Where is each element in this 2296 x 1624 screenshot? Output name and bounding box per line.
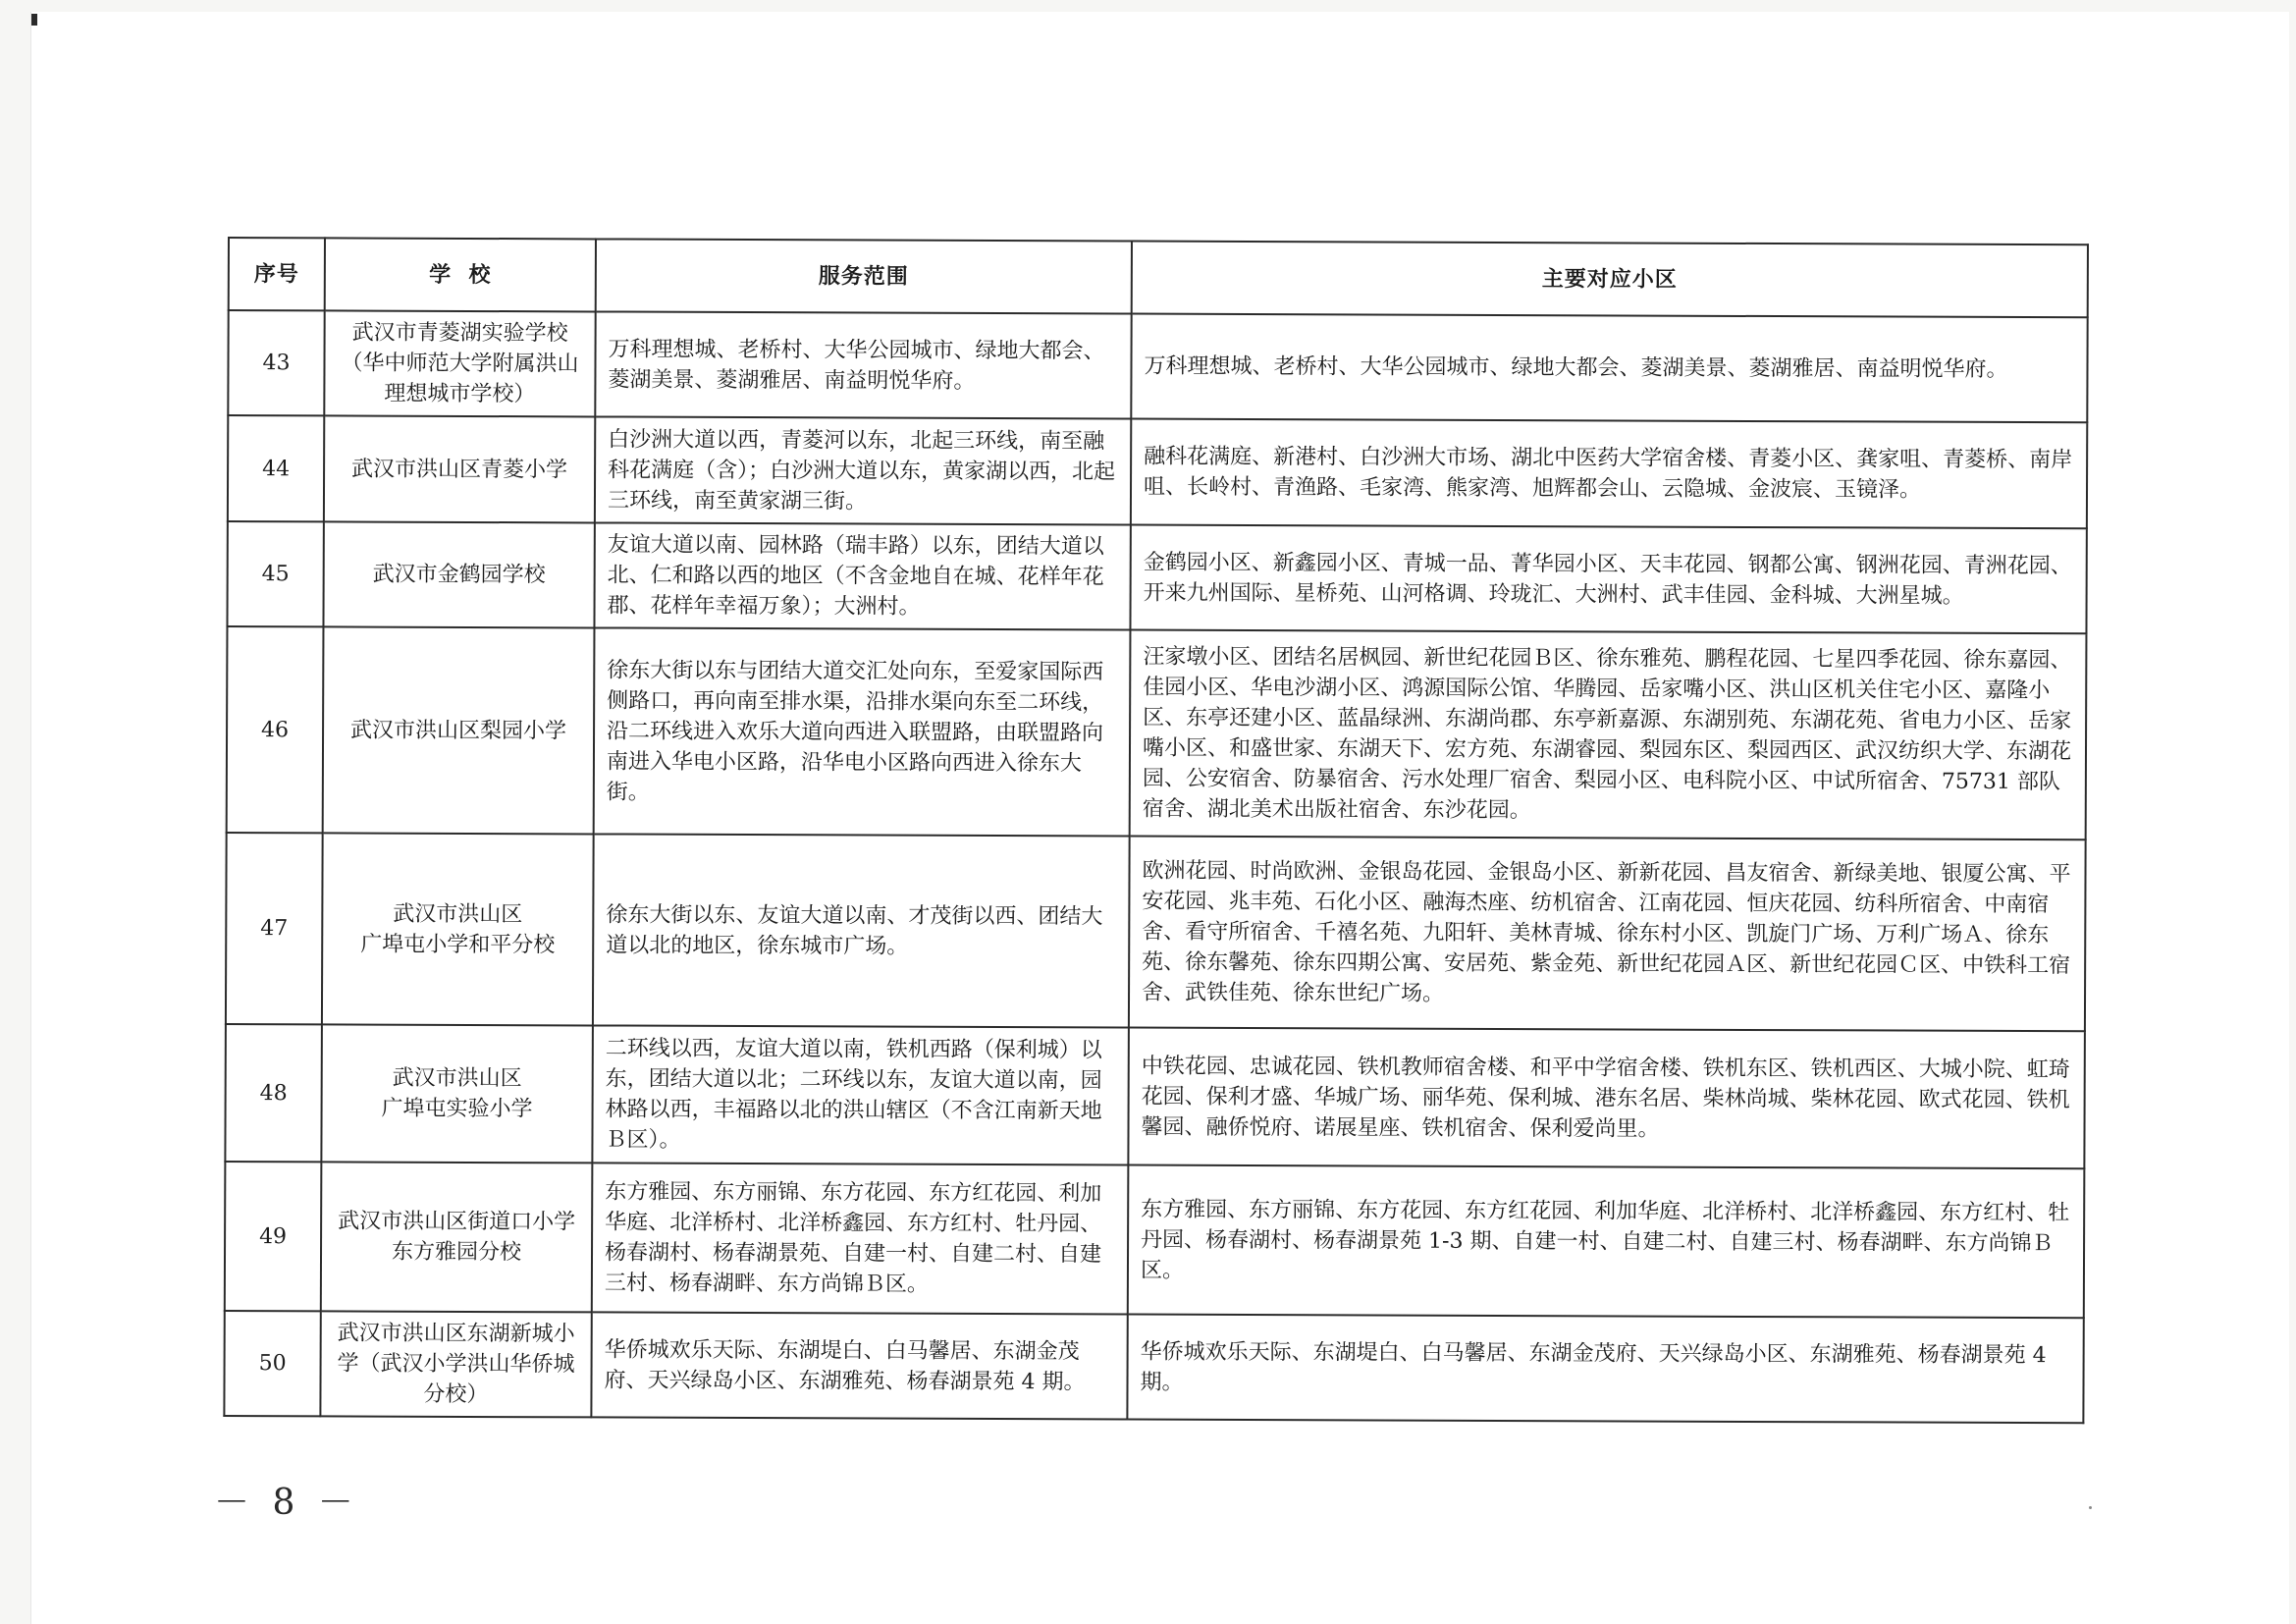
row-number: 50 [224, 1311, 320, 1416]
row-communities: 融科花满庭、新港村、白沙洲大市场、湖北中医药大学宿舍楼、青菱小区、龚家咀、青菱桥、南岸咀、长岭村、青渔路、毛家湾、熊家湾、旭辉都会山、云隐城、金波宸、玉镜泽。 [1131, 419, 2087, 529]
row-communities: 华侨城欢乐天际、东湖堤白、白马馨居、东湖金茂府、天兴绿岛小区、东湖雅苑、杨春湖景苑 4 期。 [1127, 1315, 2083, 1424]
row-number: 49 [225, 1162, 322, 1311]
row-service-scope: 万科理想城、老桥村、大华公园城市、绿地大都会、菱湖美景、菱湖雅居、南益明悦华府。 [595, 311, 1131, 418]
row-communities: 中铁花园、忠诚花园、铁机教师宿舍楼、和平中学宿舍楼、铁机东区、铁机西区、大城小院、虹琦花园、保利才盛、华城广场、丽华苑、保利城、港东名居、柴林尚城、柴林花园、欧式花园、铁机馨园、融侨悦府、诺展星座、铁机宿舍、保利爱尚里。 [1128, 1028, 2085, 1169]
row-number: 44 [228, 415, 324, 521]
school-district-table-wrapper [223, 237, 2087, 1424]
row-service-scope: 白沙洲大道以西，青菱河以东，北起三环线，南至融科花满庭（含）；白沙洲大道以东，黄家湖以西，北起三环线，南至黄家湖三街。 [595, 416, 1131, 524]
row-school: 武汉市洪山区 广埠屯实验小学 [321, 1024, 593, 1163]
row-school: 武汉市金鹤园学校 [323, 521, 594, 627]
table-row [228, 310, 2087, 422]
row-number: 45 [227, 521, 323, 626]
row-service-scope: 二环线以西，友谊大道以南，铁机西路（保利城）以东，团结大道以北；二环线以东，友谊大道以南，园林路以西，丰福路以北的洪山辖区（不含江南新天地Ｂ区）。 [592, 1025, 1129, 1164]
row-number: 48 [225, 1024, 322, 1162]
header-communities: 主要对应小区 [1132, 242, 2088, 318]
row-number: 46 [227, 626, 324, 833]
row-service-scope: 华侨城欢乐天际、东湖堤白、白马馨居、东湖金茂府、天兴绿岛小区、东湖雅苑、杨春湖景苑 4 期。 [591, 1312, 1127, 1419]
row-communities: 万科理想城、老桥村、大华公园城市、绿地大都会、菱湖美景、菱湖雅居、南益明悦华府。 [1131, 314, 2087, 423]
row-service-scope: 徐东大街以东与团结大道交汇处向东，至爱家国际西侧路口，再向南至排水渠，沿排水渠向东至二环线，沿二环线进入欢乐大道向西进入联盟路，由联盟路向南进入华电小区路，沿华电小区路向西进入徐东大街。 [594, 627, 1131, 836]
row-communities: 金鹤园小区、新鑫园小区、青城一品、菁华园小区、天丰花园、钢都公寓、钢洲花园、青洲花园、开来九州国际、星桥苑、山河格调、玲珑汇、大洲村、武丰佳园、金科城、大洲星城。 [1130, 525, 2086, 634]
table-row [228, 415, 2087, 528]
scan-corner-mark [31, 14, 37, 26]
row-service-scope: 友谊大道以南、园林路（瑞丰路）以东，团结大道以北、仁和路以西的地区（不含金地自在城、花样年花郡、花样年幸福万象）；大洲村。 [594, 522, 1130, 629]
row-service-scope: 东方雅园、东方丽锦、东方花园、东方红花园、利加华庭、北洋桥村、北洋桥鑫园、东方红村、牡丹园、杨春湖村、杨春湖景苑、自建一村、自建二村、自建三村、杨春湖畔、东方尚锦Ｂ区。 [592, 1163, 1129, 1314]
table-row [226, 833, 2086, 1031]
row-school: 武汉市青菱湖实验学校（华中师范大学附属洪山理想城市学校） [324, 310, 595, 416]
table-row [225, 1162, 2085, 1318]
table-row [224, 1311, 2083, 1423]
row-school: 武汉市洪山区青菱小学 [324, 415, 595, 522]
header-school: 学 校 [325, 238, 596, 311]
header-service-scope: 服务范围 [596, 239, 1132, 313]
row-communities: 欧洲花园、时尚欧洲、金银岛花园、金银岛小区、新新花园、昌友宿舍、新绿美地、银厦公寓、平安花园、兆丰苑、石化小区、融海杰座、纺机宿舍、江南花园、恒庆花园、纺科所宿舍、中南宿舍、看守所宿舍、千禧名苑、九阳轩、美林青城、徐东村小区、凯旋门广场、万利广场Ａ、徐东苑、徐东馨苑、徐东四期公寓、安居苑、紫金苑、新世纪花园Ａ区、新世纪花园Ｃ区、中铁科工宿舍、武铁佳苑、徐东世纪广场。 [1129, 837, 2086, 1032]
table-row [225, 1024, 2085, 1168]
row-service-scope: 徐东大街以东、友谊大道以南、才茂街以西、团结大道以北的地区，徐东城市广场。 [593, 834, 1130, 1027]
table-header-row [229, 238, 2088, 317]
school-district-table [223, 237, 2089, 1424]
page-number: － 8 － [214, 1483, 359, 1523]
row-communities: 汪家墩小区、团结名居枫园、新世纪花园Ｂ区、徐东雅苑、鹏程花园、七星四季花园、徐东嘉园、佳园小区、华电沙湖小区、鸿源国际公馆、华腾园、岳家嘴小区、洪山区机关住宅小区、嘉隆小区、东亭还建小区、蓝晶绿洲、东湖尚郡、东亭新嘉源、东湖别苑、东湖花苑、省电力小区、岳家嘴小区、和盛世家、东湖天下、宏方苑、东湖睿园、梨园东区、梨园西区、武汉纺织大学、东湖花园、公安宿舍、防暴宿舍、污水处理厂宿舍、梨园小区、电科院小区、中试所宿舍、75731 部队宿舍、湖北美术出版社宿舍、东沙花园。 [1130, 630, 2087, 840]
row-school: 武汉市洪山区东湖新城小学（武汉小学洪山华侨城分校） [320, 1311, 591, 1417]
table-row [227, 521, 2086, 633]
table-body [224, 310, 2087, 1423]
header-number: 序号 [229, 238, 325, 310]
row-school: 武汉市洪山区梨园小学 [323, 626, 595, 834]
row-number: 43 [228, 310, 324, 415]
table-row [227, 626, 2087, 839]
row-number: 47 [226, 833, 323, 1024]
row-communities: 东方雅园、东方丽锦、东方花园、东方红花园、利加华庭、北洋桥村、北洋桥鑫园、东方红村、牡丹园、杨春湖村、杨春湖景苑 1-3 期、自建一村、自建二村、自建三村、杨春湖畔、东方尚锦Ｂ区。 [1128, 1165, 2085, 1319]
row-school: 武汉市洪山区街道口小学东方雅园分校 [321, 1162, 593, 1312]
row-school: 武汉市洪山区 广埠屯小学和平分校 [322, 833, 594, 1025]
scan-speck [2089, 1506, 2092, 1509]
